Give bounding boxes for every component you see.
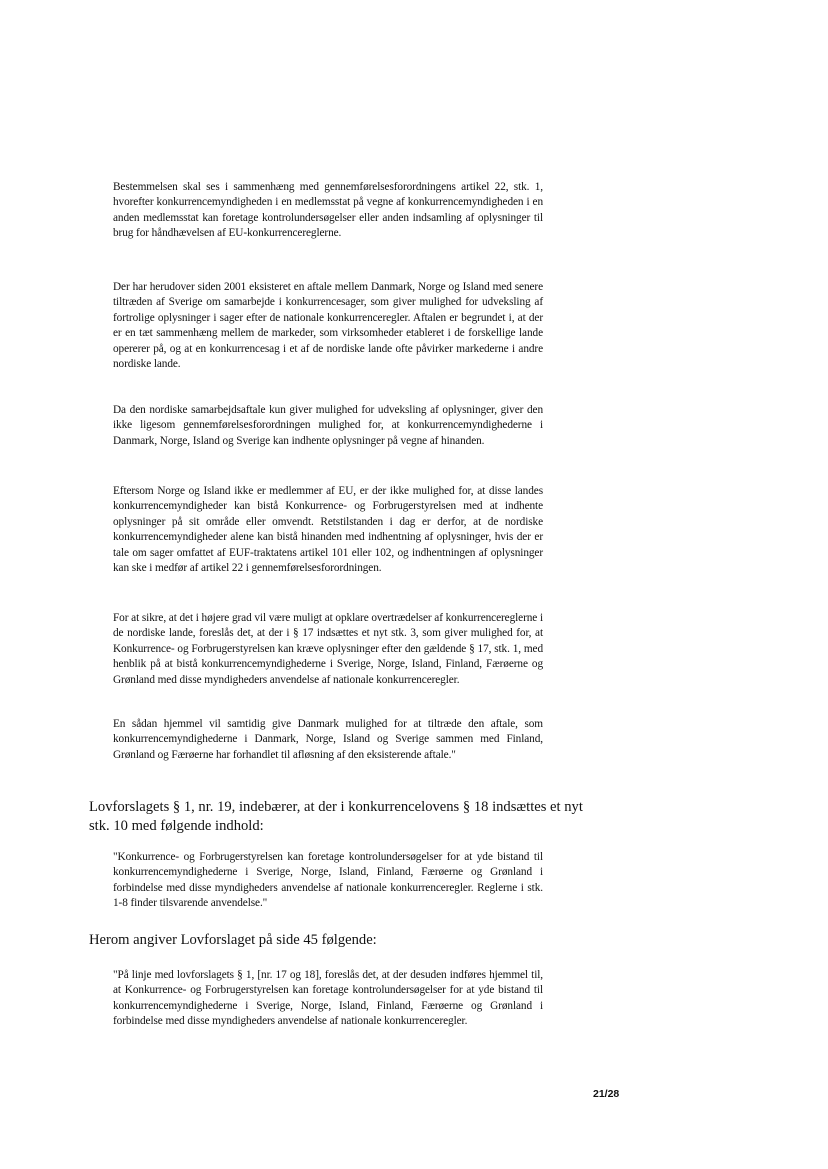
quote-paragraph-2 [113, 280, 543, 372]
paragraph-text: For at sikre, at det i højere grad vil være muligt at opklare overtrædelser af konkurrencereglerne i de nordiske lande, foreslås det, at der i § 17 indsættes et nyt stk. 3, som giver mulighed for, at Konkurrence- og Forbrugerstyrelsen kan kræve oplysninger efter den gældende § 17, stk. 1, med henblik på at bistå konkurrencemyndighederne i Sverige, Norge, Island, Finland, Færøerne og Grønland med disse myndigheders anvendelse af nationale konkurrenceregler. [113, 612, 543, 686]
lead-text: Herom angiver Lovforslaget på side 45 følgende: [89, 932, 377, 948]
paragraph-text: Eftersom Norge og Island ikke er medlemmer af EU, er der ikke mulighed for, at disse landes konkurrencemyndigheder kan bistå Konkurrence- og Forbrugerstyrelsen med at indhente oplysninger på sit område eller omvendt. Retstilstanden i dag er derfor, at de nordiske konkurrencemyndigheder alene kan bistå hinanden med indhentning af oplysninger, hvis der er tale om sager omfattet af EUF-traktatens artikel 101 eller 102, og indhentningen af oplysninger kan ske i medfør af artikel 22 i gennemførelsesforordningen. [113, 485, 543, 575]
paragraph-text: En sådan hjemmel vil samtidig give Danmark mulighed for at tiltræde den aftale, som konkurrencemyndighederne i Danmark, Norge, Island og Sverige sammen med Finland, Grønland og Færøerne har forhandlet til afløsning af den eksisterende aftale." [113, 718, 543, 761]
page-number: 21/28 [593, 1088, 620, 1100]
lead-paragraph-2 [89, 931, 589, 950]
quote-paragraph-6 [113, 717, 543, 763]
quote-paragraph-5 [113, 611, 543, 688]
quote-proposal-text [113, 968, 543, 1030]
paragraph-text: Der har herudover siden 2001 eksisteret en aftale mellem Danmark, Norge og Island med senere tiltræden af Sverige om samarbejde i konkurrencesager, som giver mulighed for udveksling af fortrolige oplysninger i sager efter de nationale konkurrenceregler. Aftalen er begrundet i, at der er en tæt sammenhæng mellem de markeder, som virksomheder etableret i de forskellige lande opererer på, og at en konkurrencesag i et af de nordiske lande ofte påvirker markederne i andre nordiske lande. [113, 281, 543, 371]
paragraph-text: "Konkurrence- og Forbrugerstyrelsen kan foretage kontrolundersøgelser for at yde bistand til konkurrencemyndighederne i Sverige, Norge, Island, Finland, Færøerne og Grønland i forbindelse med disse myndigheders anvendelse af nationale konkurrenceregler. Reglerne i stk. 1-8 finder tilsvarende anvendelse." [113, 851, 543, 910]
paragraph-text: Da den nordiske samarbejdsaftale kun giver mulighed for udveksling af oplysninger, giver den ikke ligesom gennemførelsesforordningen mulighed for, at konkurrencemyndighederne i Danmark, Norge, Island og Sverige kan indhente oplysninger på vegne af hinanden. [113, 404, 543, 447]
paragraph-text: Bestemmelsen skal ses i sammenhæng med gennemførelsesforordningens artikel 22, stk. 1, hvorefter konkurrencemyndigheden i en medlemsstat på vegne af konkurrencemyndigheden i en anden medlemsstat kan foretage kontrolundersøgelser eller anden indsamling af oplysninger til brug for håndhævelsen af EU-konkurrencereglerne. [113, 181, 543, 240]
paragraph-text: "På linje med lovforslagets § 1, [nr. 17 og 18], foreslås det, at der desuden indføres hjemmel til, at Konkurrence- og Forbrugerstyrelsen kan foretage kontrolundersøgelser for at yde bistand til konkurrencemyndighederne i Sverige, Norge, Island, Finland, Færøerne og Grønland i forbindelse med disse myndigheders anvendelse af nationale konkurrenceregler. [113, 969, 543, 1028]
quote-paragraph-4 [113, 484, 543, 576]
lead-paragraph-1 [89, 798, 589, 836]
quote-paragraph-1 [113, 180, 543, 242]
lead-text: Lovforslagets § 1, nr. 19, indebærer, at der i konkurrencelovens § 18 indsættes et nyt stk. 10 med følgende indhold: [89, 799, 583, 834]
quote-paragraph-3 [113, 403, 543, 449]
quote-statute-text [113, 850, 543, 912]
